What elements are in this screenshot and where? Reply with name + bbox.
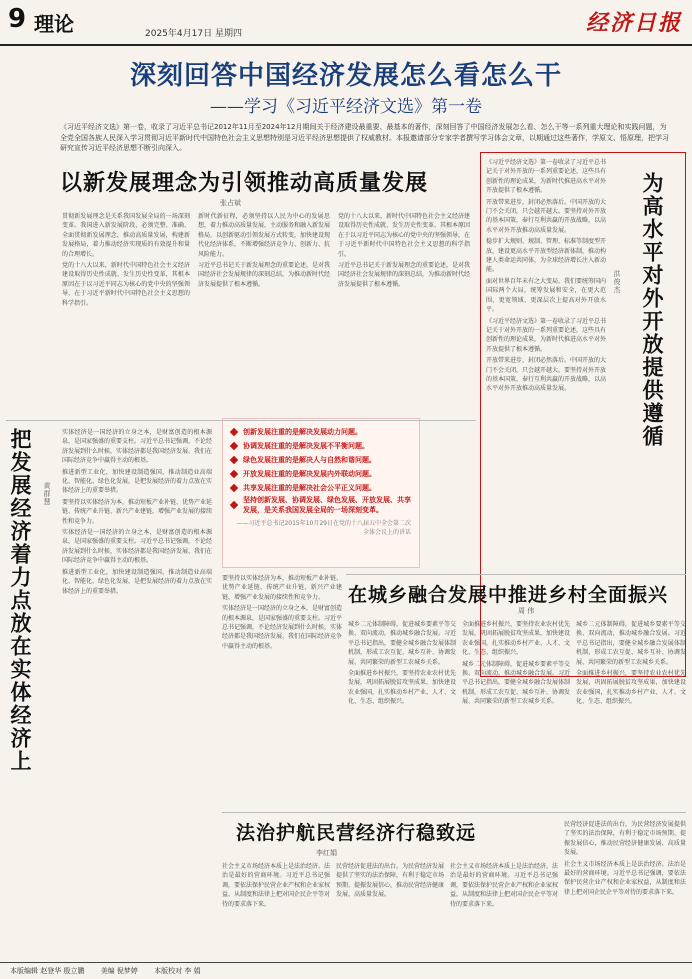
article4-paragraph: 城乡二元体制障碍，促进城乡要素平等交换、双向流动，推动城乡融合发展。习近平总书记指出，要健全城乡融合发展体制机制，形成工农互促、城乡互补、协调发展、共同繁荣的新型工农城乡关系。 — [576, 621, 686, 666]
article4-paragraph: 全面推进乡村振兴，要坚持农业农村优先发展，巩固拓展脱贫攻坚成果，加快建设农业强国，扎实推动乡村产业、人才、文化、生态、组织振兴。 — [576, 670, 686, 706]
article2-author: 洪俊杰 — [613, 270, 621, 294]
article1-paragraph: 习近平总书记关于新发展理念的重要论述，是对我国经济社会发展规律的深刻总结，为推动新时代经济发展提供了根本遵循。 — [338, 262, 470, 288]
diamond-bullet-icon — [230, 470, 238, 478]
article1-paragraph: 贯彻新发展理念是关系我国发展全局的一场深刻变革。我国进入新发展阶段，必须完整、准确、全面贯彻新发展理念，推动高质量发展，构建新发展格局，着力推动经济实现质的有效提升和量的合理增长。 — [62, 213, 190, 258]
article4-paragraph: 全面推进乡村振兴，要坚持农业农村优先发展，巩固拓展脱贫攻坚成果，加快建设农业强国，扎实推动乡村产业、人才、文化、生态、组织振兴。 — [462, 621, 570, 657]
article1-column-1 — [62, 212, 190, 412]
article5-column-4 — [564, 820, 686, 958]
article4-author: 周 伟 — [518, 607, 535, 615]
section-divider — [346, 574, 686, 575]
section-divider — [222, 812, 686, 813]
article4-column-1 — [348, 620, 456, 810]
footer-editor: 本版编辑 赵登华 殷立鹏 — [10, 967, 85, 975]
footer-designer: 美编 倪梦婷 — [100, 967, 138, 975]
article3-paragraph: 要坚持以实体经济为本，推动短板产业补链、优势产业延链、传统产业升链、新兴产业建链，增强产业发展的接续性和竞争力。 — [222, 575, 342, 601]
pull-quote-source: ——习近平总书记2015年10月29日在党的十八届五中全会第二次全体会议上的讲话 — [236, 520, 411, 536]
article5-title: 法治护航民营经济行稳致远 — [236, 822, 477, 844]
pull-quote-item: 协调发展注重的是解决发展不平衡问题。 — [231, 439, 411, 453]
page-number: 9 — [8, 4, 27, 34]
footer-proofreader: 本版校对 李 娟 — [154, 967, 201, 975]
article2-paragraph: 《习近平经济文选》第一卷收录了习近平总书记关于对外开放的一系列重要论述，这些具有创新性的理论成果，为新时代推进高水平对外开放提供了根本遵循。 — [486, 317, 606, 353]
article4-paragraph: 城乡二元体制障碍，促进城乡要素平等交换、双向流动，推动城乡融合发展。习近平总书记指出，要健全城乡融合发展体制机制，形成工农互促、城乡互补、协调发展、共同繁荣的新型工农城乡关系。 — [462, 660, 570, 706]
article2-title: 为高水平对外开放提供遵循 — [640, 172, 664, 448]
diamond-bullet-icon — [230, 501, 238, 509]
article1-paragraph: 党的十八大以来，新时代中国特色社会主义经济建设取得历史性成就、发生历史性变革，其根本原因在于以习近平同志为核心的党中央的坚强领导，在于习近平新时代中国特色社会主义思想的科学指引。 — [62, 262, 190, 307]
pull-quote-item: 绿色发展注重的是解决人与自然和谐问题。 — [231, 453, 411, 467]
diamond-bullet-icon — [230, 442, 238, 450]
diamond-bullet-icon — [230, 456, 238, 464]
article3-paragraph: 实体经济是一国经济的立身之本，是财富创造的根本源泉，是国家强盛的重要支柱。习近平总书记强调，不论经济发展到什么时候，实体经济都是我国经济发展、我们在国际经济竞争中赢得主动的根基。 — [222, 605, 342, 650]
article5-paragraph: 社会主义市场经济本质上是法治经济。法治是最好的营商环境。习近平总书记强调，要依法保护民营企业产权和企业家权益，从制度和法律上把对国企民企平等对待的要求落下来。 — [450, 863, 558, 908]
section-title: 理论 — [34, 12, 74, 36]
article5-paragraph: 社会主义市场经济本质上是法治经济。法治是最好的营商环境。习近平总书记强调，要依法保护民营企业产权和企业家权益，从制度和法律上把对国企民企平等对待的要求落下来。 — [222, 863, 330, 908]
article4-column-3 — [576, 620, 686, 810]
article3-paragraph: 推进新型工业化，加快建设制造强国，推动制造业高端化、智能化、绿色化发展，是把发展经济的着力点放在实体经济上的重要举措。 — [62, 468, 212, 495]
article4-paragraph: 全面推进乡村振兴，要坚持农业农村优先发展，巩固拓展脱贫攻坚成果，加快建设农业强国，扎实推动乡村产业、人才、文化、生态、组织振兴。 — [348, 670, 456, 706]
article1-title: 以新发展理念为引领推动高质量发展 — [60, 171, 429, 196]
article2-paragraph: 开放带来进步，封闭必然落后。中国开放的大门不会关闭，只会越开越大。要坚持对外开放的基本国策，奉行互利共赢的开放战略，以高水平对外开放推动高质量发展。 — [486, 198, 606, 234]
article2-paragraph: 面对世界百年未有之大变局，我们要统筹国内国际两个大局，统筹发展和安全，在更大范围、更宽领域、更深层次上提高对外开放水平。 — [486, 277, 606, 314]
article5-paragraph: 民营经济促进法的出台，为民营经济发展提供了坚实的法治保障，有利于稳定市场预期、提振发展信心，推动民营经济健康发展、高质量发展。 — [336, 863, 444, 899]
article3-paragraph: 实体经济是一国经济的立身之本，是财富创造的根本源泉，是国家强盛的重要支柱。习近平总书记强调，不论经济发展到什么时候，实体经济都是我国经济发展、我们在国际经济竞争中赢得主动的根基。 — [62, 529, 212, 565]
article4-paragraph: 城乡二元体制障碍，促进城乡要素平等交换、双向流动，推动城乡融合发展。习近平总书记指出，要健全城乡融合发展体制机制，形成工农互促、城乡互补、协调发展、共同繁荣的新型工农城乡关系。 — [348, 621, 456, 666]
article1-column-2 — [198, 212, 330, 412]
pull-quote-box — [222, 418, 420, 568]
editor-intro: 《习近平经济文选》第一卷，收录了习近平总书记2012年11月至2024年12月期间关于经济建设最重要、最基本的著作，深刻回答了中国经济发展怎么看、怎么干等一系列重大理论和实践问题，为全党全国各族人民深入学习贯彻习近平新时代中国特色社会主义思想特别是习近平经济思想提供了权威教材。本报邀请部分专家学者撰写学习体会文章，以期通过这些著作，学原文、悟原理，把学习研究宣传习近平经济思想不断引向深入。 — [60, 123, 669, 152]
article1-column-3 — [338, 212, 470, 412]
article3-title: 把发展经济着力点放在实体经济上 — [8, 428, 32, 773]
article3-author: 黄群慧 — [43, 482, 51, 506]
article5-column-1 — [222, 862, 330, 958]
article5-paragraph: 民营经济促进法的出台，为民营经济发展提供了坚实的法治保障，有利于稳定市场预期、提振发展信心，推动民营经济健康发展、高质量发展。 — [564, 821, 686, 857]
newspaper-logo: 经济日报 — [585, 10, 682, 36]
pull-quote-item: 开放发展注重的是解决发展内外联动问题。 — [231, 467, 411, 481]
article2-paragraph: 稳步扩大规则、规制、管理、标准等制度型开放，建设更高水平开放型经济新体制，推动构建人类命运共同体，为全球经济增长注入新动能。 — [486, 238, 606, 274]
masthead — [0, 0, 692, 46]
article5-author: 李红娟 — [316, 849, 337, 857]
article3-body — [62, 428, 212, 953]
article5-column-2 — [336, 862, 444, 958]
page-footer — [0, 962, 692, 979]
article3-paragraph: 要坚持以实体经济为本，推动短板产业补链、优势产业延链、传统产业升链、新兴产业建链，增强产业发展的接续性和竞争力。 — [62, 498, 212, 525]
article1-paragraph: 党的十八大以来，新时代中国特色社会主义经济建设取得历史性成就、发生历史性变革，其根本原因在于以习近平同志为核心的党中央的坚强领导，在于习近平新时代中国特色社会主义思想的科学指引。 — [338, 213, 470, 258]
article1-paragraph: 习近平总书记关于新发展理念的重要论述，是对我国经济社会发展规律的深刻总结，为推动新时代经济发展提供了根本遵循。 — [198, 262, 330, 288]
article5-column-3 — [450, 862, 558, 958]
article3-paragraph: 推进新型工业化，加快建设制造强国，推动制造业高端化、智能化、绿色化发展，是把发展经济的着力点放在实体经济上的重要举措。 — [62, 568, 212, 595]
article2-paragraph: 开放带来进步，封闭必然落后。中国开放的大门不会关闭，只会越开越大。要坚持对外开放的基本国策，奉行互利共赢的开放战略，以高水平对外开放推动高质量发展。 — [486, 357, 606, 393]
pull-quote-item: 坚持创新发展、协调发展、绿色发展、开放发展、共享发展，是关系我国发展全局的一场深刻变革。 — [231, 495, 411, 515]
article2-paragraph: 《习近平经济文选》第一卷收录了习近平总书记关于对外开放的一系列重要论述，这些具有创新性的理论成果，为新时代推进高水平对外开放提供了根本遵循。 — [486, 159, 606, 195]
publish-date: 2025年4月17日 星期四 — [145, 29, 242, 39]
diamond-bullet-icon — [230, 484, 238, 492]
pull-quote-item: 共享发展注重的是解决社会公平正义问题。 — [231, 481, 411, 495]
main-headline: 深刻回答中国经济发展怎么看怎么干 — [129, 61, 562, 91]
pull-quote-item: 创新发展注重的是解决发展动力问题。 — [231, 425, 411, 439]
article3-body-continued — [222, 574, 342, 804]
article1-author: 张占斌 — [220, 199, 241, 207]
article3-paragraph: 实体经济是一国经济的立身之本，是财富创造的根本源泉，是国家强盛的重要支柱。习近平总书记强调，不论经济发展到什么时候，实体经济都是我国经济发展、我们在国际经济竞争中赢得主动的根基。 — [62, 429, 212, 465]
article1-paragraph: 新时代新征程，必须坚持以人民为中心的发展思想，着力推动高质量发展，主动服务和融入新发展格局，以创新驱动引领发展方式转变，加快建设现代化经济体系，不断增强经济竞争力、创新力、抗风险能力。 — [198, 213, 330, 258]
article4-column-2 — [462, 620, 570, 810]
main-subhead: ——学习《习近平经济文选》第一卷 — [210, 97, 482, 117]
diamond-bullet-icon — [230, 428, 238, 436]
section-divider — [6, 420, 476, 421]
article5-paragraph: 社会主义市场经济本质上是法治经济。法治是最好的营商环境。习近平总书记强调，要依法保护民营企业产权和企业家权益，从制度和法律上把对国企民企平等对待的要求落下来。 — [564, 860, 686, 896]
article4-title: 在城乡融合发展中推进乡村全面振兴 — [348, 584, 669, 606]
